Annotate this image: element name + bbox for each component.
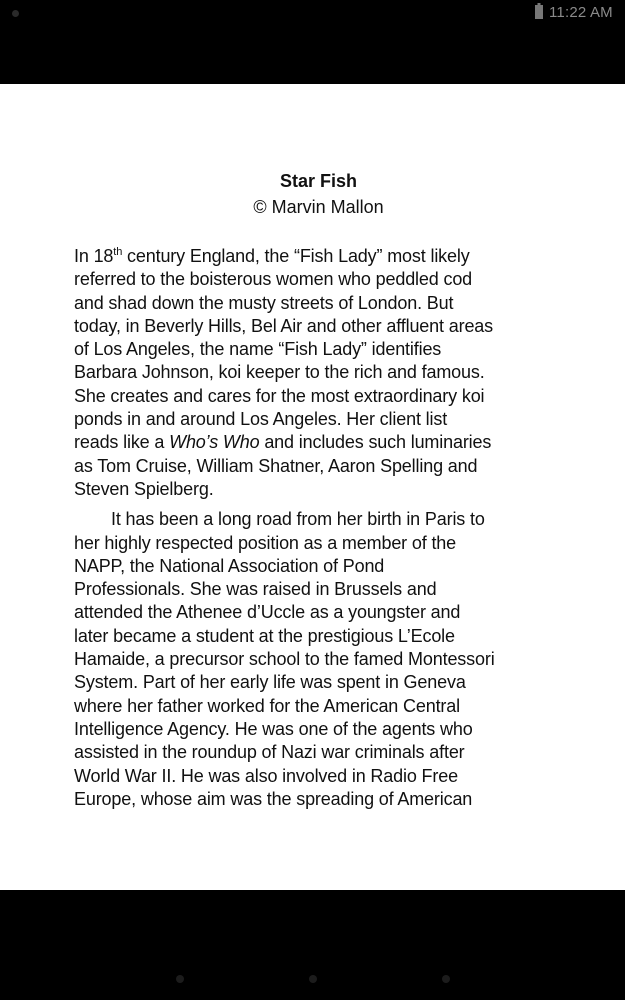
text-line: of Los Angeles, the name “Fish Lady” identifies: [74, 339, 442, 360]
home-icon[interactable]: [309, 975, 317, 983]
status-bar: [0, 0, 625, 84]
text-line: Professionals. She was raised in Brussels and: [74, 579, 437, 600]
text-line: ponds in and around Los Angeles. Her client list: [74, 409, 448, 430]
battery-icon: [535, 3, 543, 19]
text-line: In 18th century England, the “Fish Lady” most likely: [74, 246, 470, 266]
text-line: Steven Spielberg.: [74, 478, 214, 499]
document-body: [74, 245, 574, 811]
status-time: 11:22 AM: [549, 4, 613, 21]
paragraph-1: [74, 245, 574, 501]
reader-page[interactable]: [0, 84, 625, 890]
author-credit: © Marvin Mallon: [253, 197, 384, 217]
text-line: later became a student at the prestigious L’Ecole: [74, 625, 455, 646]
navigation-bar: [0, 890, 625, 1000]
text-line: reads like a Who’s Who and includes such luminaries: [74, 432, 492, 453]
text-line: Europe, whose aim was the spreading of American: [74, 788, 473, 809]
recent-apps-icon[interactable]: [442, 975, 450, 983]
text-line: as Tom Cruise, William Shatner, Aaron Spelling and: [74, 455, 478, 476]
italic-title: Who’s Who: [169, 432, 260, 453]
page-title: Star Fish: [279, 171, 358, 191]
text-line: attended the Athenee d’Uccle as a youngster and: [74, 602, 461, 623]
paragraph-2: [74, 508, 574, 811]
back-icon[interactable]: [176, 975, 184, 983]
notification-dot-icon: [12, 10, 19, 17]
text-line: where her father worked for the American Central: [74, 695, 460, 716]
text-line: System. Part of her early life was spent in Geneva: [74, 672, 466, 693]
text-line: She creates and cares for the most extraordinary koi: [74, 385, 485, 406]
text-line: Intelligence Agency. He was one of the agents who: [74, 718, 473, 739]
text-line: and shad down the musty streets of London. But: [74, 292, 454, 313]
text-line: It has been a long road from her birth in Paris to: [111, 509, 485, 530]
superscript: th: [113, 246, 123, 258]
text-line: Barbara Johnson, koi keeper to the rich and famous.: [74, 362, 485, 383]
text-line: NAPP, the National Association of Pond: [74, 555, 385, 576]
text-line: World War II. He was also involved in Radio Free: [74, 765, 458, 786]
text-line: Hamaide, a precursor school to the famed Montessori: [74, 649, 495, 670]
text-line: her highly respected position as a member of the: [74, 532, 457, 553]
text-line: referred to the boisterous women who peddled cod: [74, 269, 473, 290]
text-line: assisted in the roundup of Nazi war criminals after: [74, 742, 465, 763]
text-line: today, in Beverly Hills, Bel Air and other affluent areas: [74, 315, 494, 336]
